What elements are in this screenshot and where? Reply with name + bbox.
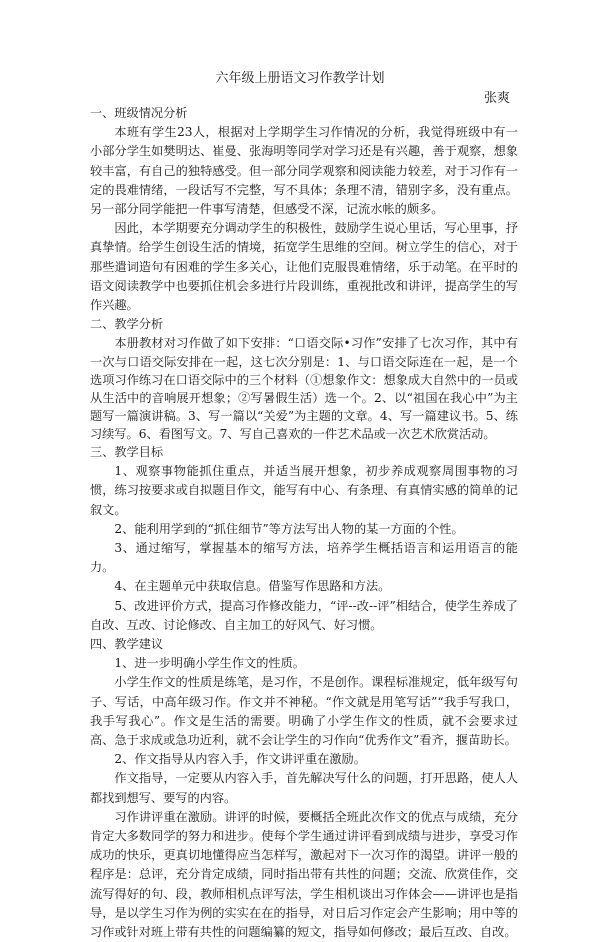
document-title: 六年级上册语文习作教学计划: [215, 71, 385, 86]
section-heading: 四、教学建议: [90, 637, 164, 652]
paragraph: 2、能利用学到的“抓住细节”等方法写出人物的某一方面的个性。: [114, 521, 464, 536]
paragraph: 1、进一步明确小学生作文的性质。: [114, 656, 305, 671]
paragraph: 5、改进评价方式，提高习作修改能力，“评--改--评”相结合，使学生养成了自改、互改、讨论修改、自主加工的好风气、好习惯。: [90, 598, 518, 632]
section-heading: 二、教学分析: [90, 317, 164, 332]
paragraph: 小学生作文的性质是练笔，是习作，不是创作。课程标准规定，低年级写句子、写话，中高年级习作。作文并不神秘。“作文就是用笔写话”“我手写我口，我手写我心”。作文是生活的需要。明确了小学生作文的性质，就不会要求过高、急于求成或急功近利，就不会让学生的习作向“优秀作文”看齐，揠苗助长。: [90, 675, 518, 748]
paragraph: 3、通过缩写，掌握基本的缩写方法，培养学生概括语言和运用语言的能力。: [90, 541, 518, 575]
paragraph: 习作讲评重在激励。讲评的时候，要概括全班此次作文的优点与成绩，充分肯定大多数同学的努力和进步。使每个学生通过讲评看到成绩与进步，享受习作成功的快乐，更真切地懂得应当怎样写，激起对下一次习作的渴望。讲评一般的程序是：总评，充分肯定成绩，同时指出带有共性的问题；交流、欣赏佳作，交流写得好的句、段，教师相机点评写法，学生相机谈出习作体会——讲评也是指导，是以学生习作为例的实实在在的指导，对日后习作定会产生影响；用中等的习作或针对班上带有共性的问题编纂的短文，指导如何修改；最后互改、自改。: [90, 809, 518, 940]
paragraph: 4、在主题单元中获取信息。借鉴写作思路和方法。: [114, 579, 391, 594]
paragraph: 作文指导，一定要从内容入手，首先解决写什么的问题，打开思路，使人人都找到想写、要写的内容。: [90, 771, 518, 805]
document-body: [90, 104, 518, 942]
paragraph: 1、观察事物能抓住重点，并适当展开想象，初步养成观察周围事物的习惯，练习按要求或自拟题目作文，能写有中心、有条理、有真情实感的简单的记叙文。: [90, 464, 518, 517]
section-heading: 一、班级情况分析: [90, 106, 188, 120]
document-author: 张爽: [483, 91, 510, 106]
paragraph: 因此，本学期要充分调动学生的积极性，鼓励学生说心里话，写心里事，抒真挚情。给学生创设生活的情境，拓宽学生思维的空间。树立学生的信心，对于那些遣词造句有困难的学生多关心，让他们克服畏难情绪，乐于动笔。在平时的语文阅读教学中也要抓住机会多进行片段训练，重视批改和讲评，提高学生的写作兴趣。: [90, 221, 518, 313]
section-heading: 三、教学目标: [90, 445, 164, 459]
paragraph: 2、作文指导从内容入手，作文讲评重在激励。: [114, 752, 366, 767]
paragraph: 本册教材对习作做了如下安排：“口语交际•习作”安排了七次习作，其中有一次与口语交际安排在一起，这七次分别是：1、与口语交际连在一起，是一个选项习作练习在口语交际中的三个材料（①想象作文：想象成大自然中的一员或从生活中的音响展开想象；②写暑假生活）选一个。2、以“祖国在我心中”为主题写一篇演讲稿。3、写一篇以“关爱”为主题的文章。4、写一篇建议书。5、练习续写。6、看图写文。7、写自己喜欢的一件艺术品或一次艺术欣赏活动。: [90, 336, 518, 441]
paragraph: 本班有学生23人，根据对上学期学生习作情况的分析，我觉得班级中有一小部分学生如樊明达、崔曼、张海明等同学对学习还是有兴趣，善于观察，想象较丰富，有自己的独特感受。但一部分同学观察和阅读能力较差，对于习作有一定的畏难情绪，一段话写不完整，写不具体；条理不清，错别字多，没有重点。另一部分同学能把一件事写清楚，但感受不深，记流水帐的颇多。: [90, 125, 518, 217]
